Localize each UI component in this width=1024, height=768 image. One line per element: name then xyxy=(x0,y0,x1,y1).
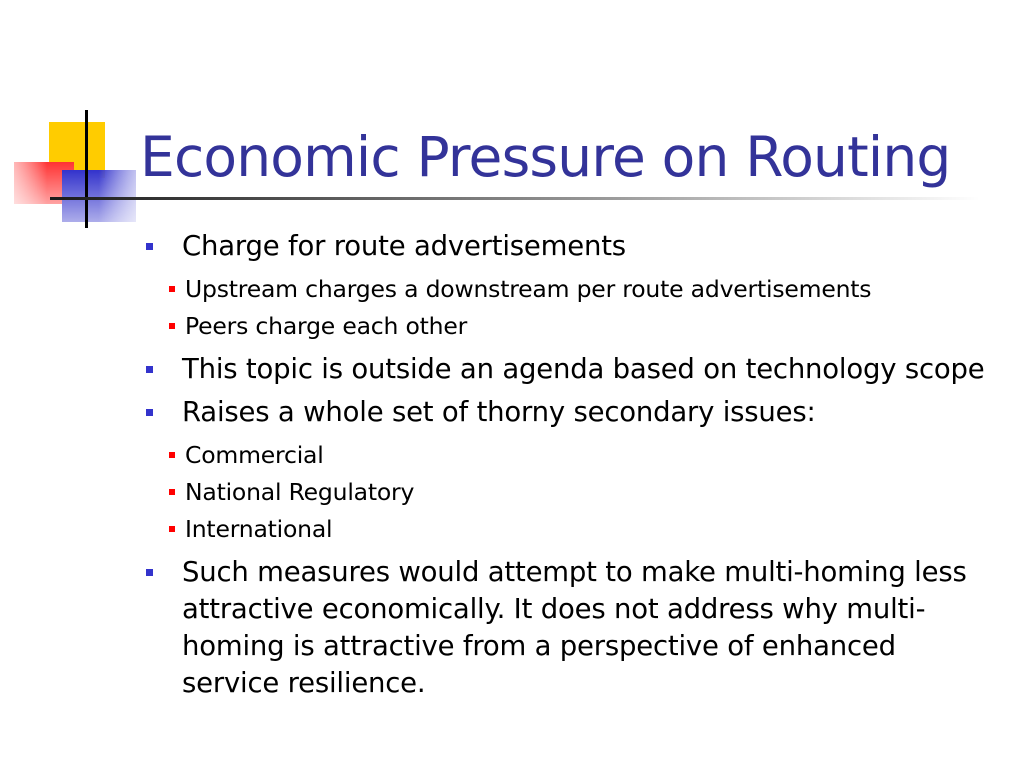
bullet-text: Such measures would attempt to make multi-homing less attractive economically. It does not address why multi-homing is attractive from a perspective of enhanced service resilience. xyxy=(182,556,967,699)
bullet-item xyxy=(140,228,1000,265)
sub-bullet-item xyxy=(140,511,1000,548)
bullet-text: This topic is outside an agenda based on technology scope xyxy=(182,353,985,385)
sub-bullet-text: Upstream charges a downstream per route advertisements xyxy=(185,275,872,303)
slide-title: Economic Pressure on Routing xyxy=(140,125,951,189)
title-underline xyxy=(50,197,980,200)
sub-bullet-text: Peers charge each other xyxy=(185,312,468,340)
bullet-text: Raises a whole set of thorny secondary issues: xyxy=(182,396,816,428)
vertical-line xyxy=(85,110,88,228)
blue-square-bullet-icon xyxy=(146,409,153,416)
color-squares-logo xyxy=(0,0,140,230)
sub-bullet-text: International xyxy=(185,515,333,543)
blue-square-bullet-icon xyxy=(146,243,153,250)
red-square-bullet-icon xyxy=(169,526,175,532)
bullet-item xyxy=(140,394,1000,431)
sub-bullet-text: National Regulatory xyxy=(185,478,415,506)
bullet-list xyxy=(140,228,1000,708)
sub-bullet-list xyxy=(140,271,1000,345)
sub-bullet-item xyxy=(140,474,1000,511)
sub-bullet-item xyxy=(140,308,1000,345)
bullet-text: Charge for route advertisements xyxy=(182,230,626,262)
bullet-item xyxy=(140,351,1000,388)
sub-bullet-item xyxy=(140,271,1000,308)
red-square-bullet-icon xyxy=(169,489,175,495)
red-square-bullet-icon xyxy=(169,452,175,458)
sub-bullet-text: Commercial xyxy=(185,441,324,469)
sub-bullet-item xyxy=(140,437,1000,474)
red-square-bullet-icon xyxy=(169,286,175,292)
blue-square-bullet-icon xyxy=(146,569,153,576)
blue-square-bullet-icon xyxy=(146,366,153,373)
bullet-item xyxy=(140,554,1000,702)
red-square-bullet-icon xyxy=(169,323,175,329)
sub-bullet-list xyxy=(140,437,1000,548)
